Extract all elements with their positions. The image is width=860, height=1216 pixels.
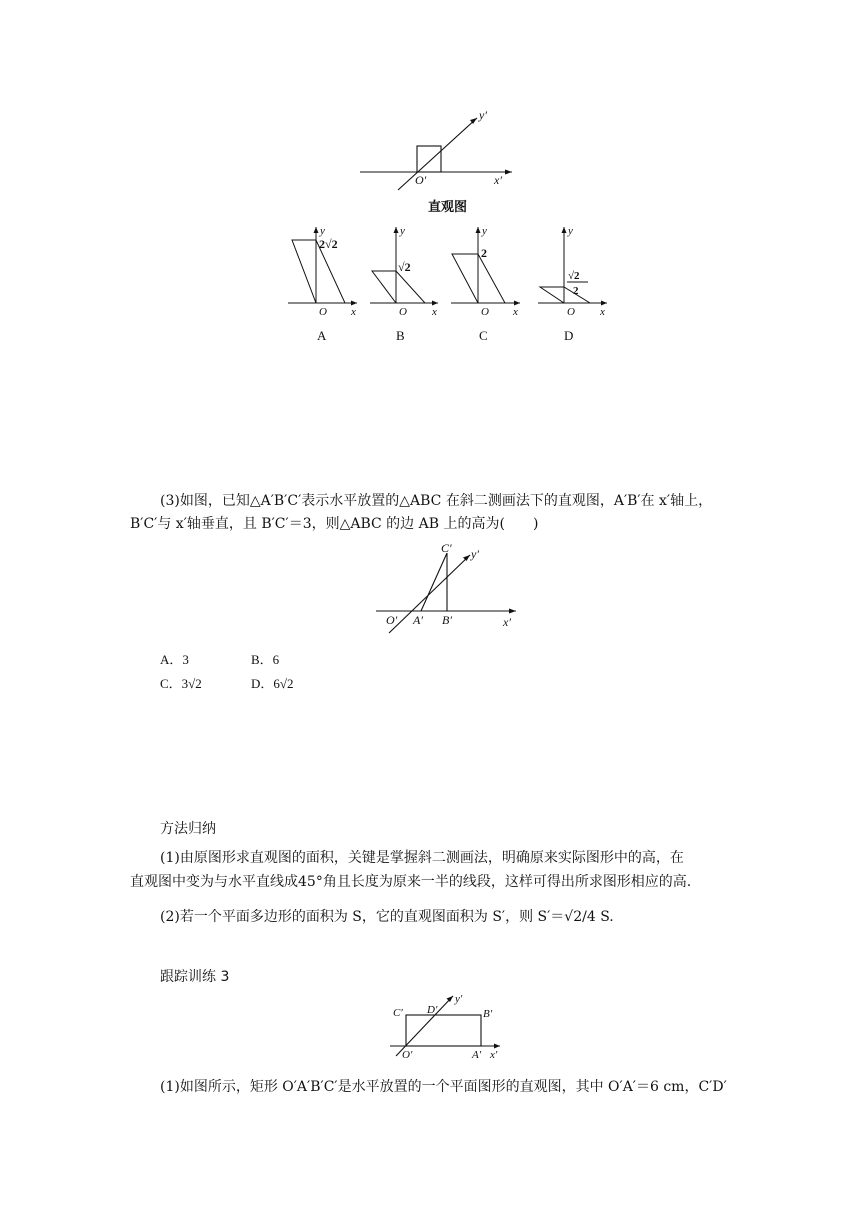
tr-label-y: y′	[455, 993, 463, 1005]
tr-rectangle	[406, 1015, 481, 1046]
choice-b: B．6	[251, 652, 280, 667]
tr-label-o: O′	[402, 1049, 413, 1061]
q3-label-y: y′	[471, 547, 479, 561]
origin-label: O′	[415, 173, 427, 187]
method-p1-line-1: (1)由原图形求直观图的面积，关键是掌握斜二测画法，明确原来实际图形中的高，在	[160, 850, 684, 866]
tr-label-d: D′	[427, 1004, 438, 1016]
q3-label-c: C′	[441, 541, 452, 555]
option-b-letter: B	[396, 328, 405, 343]
option-a-y-label: y	[320, 225, 325, 237]
question-3-line-1: (3)如图，已知△A′B′C′表示水平放置的△ABC 在斜二测画法下的直观图，A′B′在 x′轴上，	[160, 493, 713, 509]
option-d-x-label: x	[600, 306, 605, 318]
option-b-x-label: x	[432, 306, 437, 318]
option-a-letter: A	[317, 328, 327, 343]
option-d-value-num: √2	[568, 270, 580, 282]
option-b-origin-label: O	[399, 306, 407, 318]
option-c-x-label: x	[513, 306, 518, 318]
choice-a: A．3	[160, 652, 189, 667]
option-b-value: √2	[398, 260, 411, 274]
option-b-y-label: y	[400, 225, 405, 237]
figure-caption: 直观图	[428, 200, 468, 215]
option-c-origin-label: O	[481, 306, 489, 318]
method-p1-line-2: 直观图中变为与水平直线成45°角且长度为原来一半的线段，这样可得出所求图形相应的高.	[130, 874, 692, 890]
option-c-y-label: y	[482, 225, 487, 237]
option-d-letter: D	[564, 328, 574, 343]
option-c-letter: C	[479, 328, 488, 343]
choice-d: D．6√2	[251, 676, 294, 691]
tracking-title: 跟踪训练 3	[160, 969, 230, 985]
q3-label-a: A′	[413, 613, 423, 627]
option-c-value: 2	[481, 246, 487, 260]
method-p2: (2)若一个平面多边形的面积为 S，它的直观图面积为 S′，则 S′＝√2/4 S.	[160, 909, 614, 925]
y-axis-label: y′	[479, 108, 487, 122]
option-a-x-label: x	[351, 306, 356, 318]
method-title: 方法归纳	[160, 821, 216, 837]
option-a-value: 2√2	[319, 237, 338, 251]
tr-label-b: B′	[483, 1008, 493, 1020]
option-d-origin-label: O	[567, 306, 575, 318]
tr-label-a: A′	[472, 1049, 482, 1061]
option-d-value-den: 2	[573, 285, 579, 297]
q3-label-o: O′	[386, 613, 398, 627]
q3-label-b: B′	[442, 613, 452, 627]
q3-label-x: x′	[503, 615, 511, 629]
choice-c: C．3√2	[160, 676, 202, 691]
tracking-p1: (1)如图所示，矩形 O′A′B′C′是水平放置的一个平面图形的直观图，其中 O′A′＝6 cm，C′D′	[160, 1079, 727, 1095]
question-3-line-2: B′C′与 x′轴垂直，且 B′C′＝3，则△ABC 的边 AB 上的高为( )	[130, 516, 539, 532]
x-axis-label: x′	[494, 173, 502, 187]
tr-label-x: x′	[490, 1049, 498, 1061]
option-a-origin-label: O	[319, 306, 327, 318]
tr-label-c: C′	[393, 1007, 403, 1019]
tr-y-axis	[396, 996, 453, 1056]
option-d-y-label: y	[568, 225, 573, 237]
